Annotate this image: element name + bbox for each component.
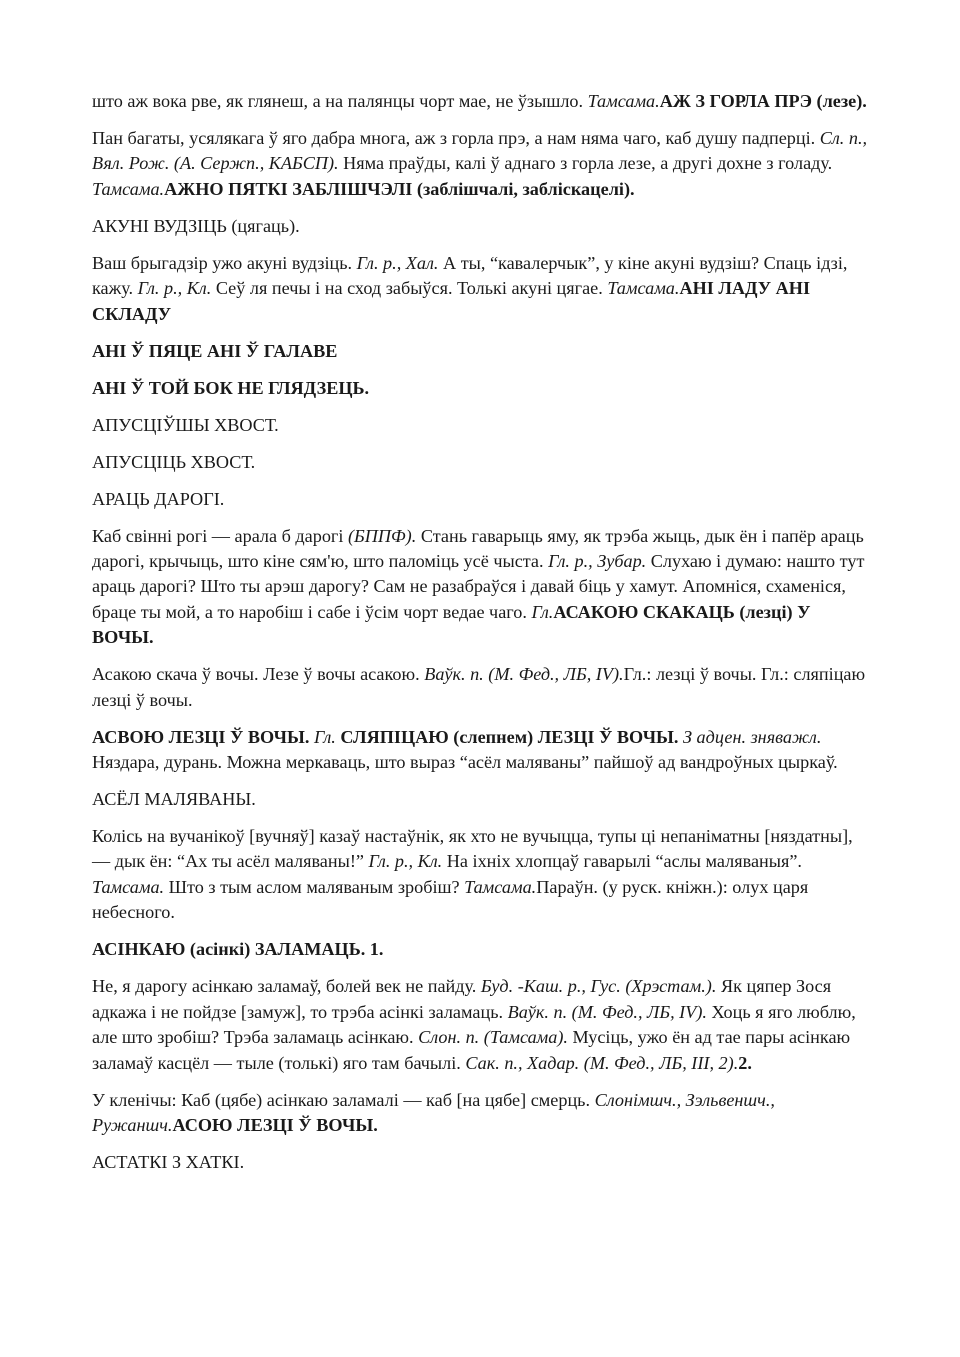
text-run: што аж вока рве, як глянеш, а на палянцы чорт мае, не ўзышло. bbox=[92, 91, 588, 111]
paragraph bbox=[92, 89, 868, 114]
paragraph bbox=[92, 974, 868, 1076]
paragraph bbox=[92, 450, 868, 475]
text-run: Тамсама. bbox=[607, 278, 680, 299]
text-run: АПУСЦІЎШЫ ХВОСТ. bbox=[92, 414, 279, 435]
text-run: Гл. р., Зубар. bbox=[548, 551, 647, 572]
text-run: Асакою скача ў вочы. Лезе ў вочы асакою. bbox=[92, 664, 425, 685]
text-run: Тамсама. bbox=[92, 178, 165, 199]
text-run: А ты, “кавалерчык”, у кіне акуні вудзіш? Спаць ідзі, кажу. bbox=[92, 252, 848, 299]
paragraph bbox=[92, 413, 868, 438]
text-run: 2. bbox=[738, 1052, 752, 1073]
text-run: Параўн. (у руск. кніжн.): олух царя небесного. bbox=[92, 876, 809, 923]
text-run: Ваш брыгадзір ужо акуні вудзіць. bbox=[92, 252, 357, 273]
paragraph bbox=[92, 662, 868, 713]
text-run: З адцен. зняважл. bbox=[683, 726, 822, 747]
paragraph bbox=[92, 126, 868, 202]
text-run: Буд. -Каш. р., Гус. (Хрэстам.). bbox=[480, 976, 717, 997]
text-run: АСЁЛ МАЛЯВАНЫ. bbox=[92, 789, 256, 810]
text-run: Як цяпер Зося адкажа і не пойдзе [замуж], то трэба асінкі заламаць. bbox=[92, 976, 832, 1022]
text-run: АСТАТКІ З ХАТКІ. bbox=[92, 1151, 245, 1172]
document-page bbox=[92, 89, 868, 1187]
text-run: На іхніх хлопцаў гаварылі “аслы маляваныя”. bbox=[442, 851, 802, 872]
text-run: Хоць я яго люблю, але што зробіш? Трэба заламаць асінкаю. bbox=[92, 1001, 856, 1048]
text-run: Сеў ля печы і на сход забыўся. Толькі акуні цягае. bbox=[211, 278, 608, 299]
text-run: Няма праўды, калі ў аднаго з горла лезе, а другі дохне з голаду. bbox=[338, 153, 833, 174]
text-run: (БППФ). bbox=[348, 525, 417, 546]
paragraph bbox=[92, 524, 868, 651]
text-run: Ваўк. п. (М. Фед., ЛБ, IV). bbox=[507, 1001, 707, 1022]
text-run: АЖНО ПЯТКІ ЗАБЛІШЧЭЛІ (заблішчалі, заблiскацелі). bbox=[164, 178, 635, 199]
text-run: АПУСЦІЦЬ ХВОСТ. bbox=[92, 451, 256, 472]
text-run: Гл. р., Хал. bbox=[356, 252, 439, 273]
text-run: Тамсама. bbox=[92, 876, 165, 897]
text-run: Сак. п., Хадар. (М. Фед., ЛБ, III, 2). bbox=[465, 1052, 739, 1073]
text-run: АРАЦЬ ДАРОГІ. bbox=[92, 488, 225, 509]
text-run: Што з тым аслом маляваным зробіш? bbox=[164, 876, 465, 897]
text-run: Сл. п., Вял. Рож. (А. Сержп., КАБСП). bbox=[92, 128, 868, 174]
text-run: СЛЯПІЦАЮ (слепнем) ЛЕЗЦІ Ў ВОЧЫ. bbox=[340, 726, 679, 747]
text-run: Тамсама. bbox=[464, 876, 537, 897]
paragraph bbox=[92, 251, 868, 327]
text-run: Не, я дарогу асінкаю заламаў, болей век не пайду. bbox=[92, 976, 481, 997]
text-run: Гл. р., Кл. bbox=[368, 851, 443, 872]
text-run: АЖ З ГОРЛА ПРЭ (лезе). bbox=[659, 91, 867, 111]
text-run: Няздара, дурань. Можна меркаваць, што выраз “асёл маляваны” пайшоў ад вандроўных цыркаў. bbox=[92, 752, 838, 773]
text-run: АНІ Ў ТОЙ БОК НЕ ГЛЯДЗЕЦЬ. bbox=[92, 377, 370, 398]
text-run: АСІНКАЮ (асінкі) ЗАЛАМАЦЬ. 1. bbox=[92, 939, 384, 960]
text-run: АКУНІ ВУДЗІЦЬ (цягаць). bbox=[92, 215, 300, 236]
paragraph bbox=[92, 376, 868, 401]
text-run: Колісь на вучанікоў [вучняў] казаў настаўнік, як хто не вучыцца, тупы ці непаніматны [няздатны], — дык ён: “Ах ты асёл маляваны!” bbox=[92, 826, 853, 872]
paragraph bbox=[92, 1150, 868, 1175]
text-run: АСАКОЮ СКАКАЦЬ (лезці) У ВОЧЫ. bbox=[92, 601, 811, 648]
paragraph bbox=[92, 937, 868, 962]
text-run: Стань гаварыць яму, як трэба жыць, дык ён і папёр араць дарогі, крычыць, што кіне сям'ю, што паломіць усё чыста. bbox=[92, 525, 864, 572]
text-run: Ваўк. п. (М. Фед., ЛБ, IV). bbox=[424, 664, 624, 685]
paragraph bbox=[92, 787, 868, 812]
text-run: Гл. р., Кл. bbox=[137, 278, 212, 299]
text-run: АНІ ЛАДУ АНІ СКЛАДУ bbox=[92, 278, 811, 324]
text-run: Каб свінні рогі — арала б дарогі bbox=[92, 525, 348, 546]
paragraph bbox=[92, 214, 868, 239]
text-run: Слон. п. (Тамсама). bbox=[418, 1027, 568, 1048]
text-run: Слухаю і думаю: нашто тут араць дарогі? Што ты арэш дарогу? Сам не разабраўся і давай біць у хамут. Апомніся, схаменіся, браце ты мой, а то наробіш і сабе і ўсім чорт ведае чаго. bbox=[92, 551, 865, 622]
paragraph bbox=[92, 1088, 868, 1139]
paragraph bbox=[92, 339, 868, 364]
text-run: Тамсама. bbox=[587, 91, 660, 111]
text-run: Мусіць, ужо ён ад тае пары асінкаю заламаў касцёл — тыле (толькі) яго там бачылі. bbox=[92, 1027, 851, 1073]
text-run: Гл. bbox=[313, 726, 336, 747]
text-run: АНІ Ў ПЯЦЕ АНІ Ў ГАЛАВЕ bbox=[92, 340, 338, 361]
paragraph bbox=[92, 487, 868, 512]
text-run: АСОЮ ЛЕЗЦІ Ў ВОЧЫ. bbox=[172, 1114, 378, 1135]
text-run: Слонімшч., Зэльвеншч., Ружаншч. bbox=[92, 1089, 775, 1135]
text-run: Гл.: лезці ў вочы. Гл.: сляпіцаю лезці ў вочы. bbox=[92, 664, 866, 710]
text-run: АСВОЮ ЛЕЗЦІ Ў ВОЧЫ. bbox=[92, 726, 310, 747]
text-run: У кленічы: Каб (цябе) асінкаю заламалі — каб [на цябе] смерць. bbox=[92, 1089, 595, 1110]
text-run: Пан багаты, усялякага ў яго дабра многа, аж з горла прэ, а нам няма чаго, каб душу падперці. bbox=[92, 128, 820, 148]
paragraph bbox=[92, 824, 868, 926]
paragraph bbox=[92, 725, 868, 776]
text-run: Гл. bbox=[531, 601, 554, 622]
